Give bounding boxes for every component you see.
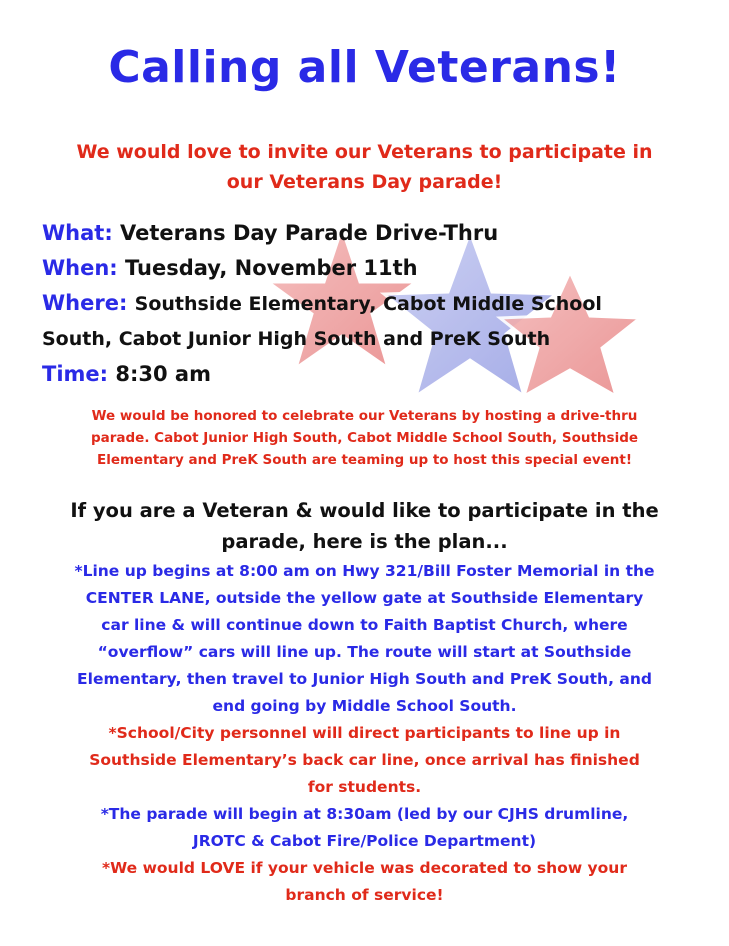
honor-paragraph <box>40 405 689 471</box>
invite-line: our Veterans Day parade! <box>226 171 503 193</box>
plan-line: *We would LOVE if your vehicle was decorated to show your <box>102 859 627 877</box>
plan-line: car line & will continue down to Faith Baptist Church, where <box>101 616 628 634</box>
plan-line: *The parade will begin at 8:30am (led by our CJHS drumline, <box>100 805 629 823</box>
plan-line: branch of service! <box>285 886 444 904</box>
time-label: Time: <box>42 362 109 386</box>
decorate-block <box>16 855 713 909</box>
where-value-cont: South, Cabot Junior High South and PreK South <box>42 328 551 350</box>
parade-plan <box>16 558 713 909</box>
participate-heading <box>30 495 699 557</box>
time-row <box>42 357 692 392</box>
personnel-block <box>16 720 713 801</box>
where-label: Where: <box>42 291 128 315</box>
plan-line: Southside Elementary’s back car line, once arrival has finished <box>89 751 640 769</box>
what-row <box>42 216 692 251</box>
where-row <box>42 286 692 322</box>
invite-text <box>30 137 699 197</box>
plan-line: for students. <box>307 778 422 796</box>
time-value: 8:30 am <box>115 362 211 386</box>
plan-line: *School/City personnel will direct participants to line up in <box>108 724 621 742</box>
when-label: When: <box>42 256 118 280</box>
plan-line: Elementary, then travel to Junior High South and PreK South, and <box>77 670 652 688</box>
when-value: Tuesday, November 11th <box>125 256 418 280</box>
lineup-block <box>16 558 713 720</box>
honor-line: parade. Cabot Junior High South, Cabot Middle School South, Southside <box>90 430 639 446</box>
plan-line: CENTER LANE, outside the yellow gate at Southside Elementary <box>85 589 644 607</box>
plan-line: “overflow” cars will line up. The route will start at Southside <box>97 643 632 661</box>
plan-line: *Line up begins at 8:00 am on Hwy 321/Bill Foster Memorial in the <box>74 562 655 580</box>
participate-line: parade, here is the plan... <box>221 530 508 553</box>
what-value: Veterans Day Parade Drive-Thru <box>120 221 499 245</box>
page-title: Calling all Veterans! <box>108 42 621 93</box>
what-label: What: <box>42 221 113 245</box>
invite-line: We would love to invite our Veterans to participate in <box>76 141 653 163</box>
event-details <box>42 216 692 392</box>
plan-line: end going by Middle School South. <box>212 697 517 715</box>
honor-line: Elementary and PreK South are teaming up to host this special event! <box>96 452 633 468</box>
where-value: Southside Elementary, Cabot Middle School <box>134 293 602 315</box>
begin-block <box>16 801 713 855</box>
plan-line: JROTC & Cabot Fire/Police Department) <box>192 832 537 850</box>
participate-line: If you are a Veteran & would like to participate in the <box>70 499 659 522</box>
honor-line: We would be honored to celebrate our Veterans by hosting a drive-thru <box>91 408 638 424</box>
when-row <box>42 251 692 286</box>
